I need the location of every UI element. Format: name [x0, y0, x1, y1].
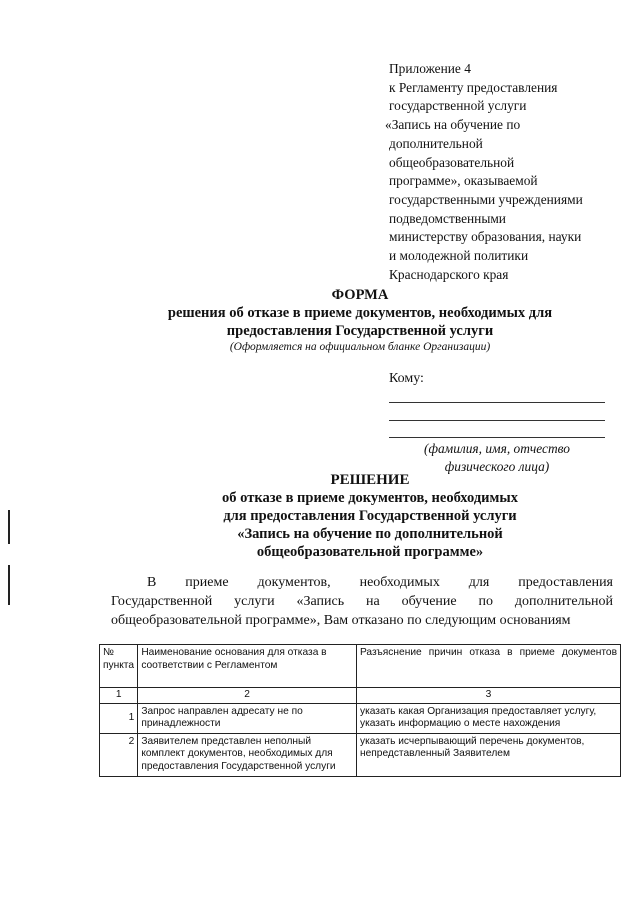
annex-line: общеобразовательной [389, 154, 515, 170]
body-line1: В приеме документов, необходимых для предоставления [147, 575, 613, 590]
row-reason: Заявителем представлен неполный комплект документов, необходимых для предоставления Государственной услуги [138, 733, 357, 776]
recipient-caption-line1: (фамилия, имя, отчество [424, 441, 570, 456]
header-reason: Наименование основания для отказа в соответствии с Регламентом [138, 645, 357, 688]
recipient-line-1 [389, 402, 605, 403]
table-column-numbers-row [100, 688, 621, 704]
decision-header [120, 471, 620, 561]
table-header-row [100, 645, 621, 688]
row-explanation: указать какая Организация предоставляет услугу, указать информацию о месте нахождения [356, 703, 620, 733]
annex-line: подведомственными [389, 210, 506, 226]
annex-line: государственными учреждениями [389, 191, 583, 207]
decision-line1: об отказе в приеме документов, необходимых [222, 490, 518, 506]
annex-line: Краснодарского края [389, 266, 509, 282]
form-header [100, 286, 620, 355]
row-reason: Запрос направлен адресату не по принадлежности [138, 703, 357, 733]
recipient-line-2 [389, 420, 605, 421]
row-explanation: указать исчерпывающий перечень документов, непредставленный Заявителем [356, 733, 620, 776]
annex-line: министерству образования, науки [389, 229, 582, 245]
form-note: (Оформляется на официальном бланке Организации) [229, 341, 491, 353]
header-explanation: Разъяснение причин отказа в приеме документов [356, 645, 620, 688]
body-paragraph [111, 574, 613, 630]
form-subtitle-line2: предоставления Государственной услуги [226, 323, 494, 339]
body-line3: общеобразовательной программе», Вам отказано по следующим основаниям [111, 612, 571, 628]
decision-line2: для предоставления Государственной услуги [223, 508, 517, 524]
recipient-label: Кому: [389, 371, 424, 386]
column-number: 3 [356, 688, 620, 704]
decision-line3: «Запись на обучение по дополнительной [237, 526, 503, 542]
refusal-reasons-table [99, 644, 621, 777]
annex-line: дополнительной [389, 135, 483, 151]
annex-line: программе», оказываемой [389, 173, 538, 189]
annex-block [385, 60, 629, 284]
table-row [100, 733, 621, 776]
scan-mark-bottom [8, 565, 10, 605]
scan-mark-top [8, 510, 10, 544]
column-number: 2 [138, 688, 357, 704]
decision-line4: общеобразовательной программе» [256, 544, 484, 560]
decision-title: РЕШЕНИЕ [330, 472, 410, 488]
annex-line: «Запись на обучение по [385, 117, 521, 133]
recipient-caption-line2: физического лица) [444, 459, 550, 474]
row-num: 2 [100, 733, 138, 776]
annex-line: и молодежной политики [389, 248, 529, 264]
row-num: 1 [100, 703, 138, 733]
header-num: № пункта [100, 645, 138, 688]
form-subtitle-line1: решения об отказе в приеме документов, необходимых для [167, 305, 553, 321]
annex-line: к Регламенту предоставления [389, 79, 558, 95]
column-number: 1 [100, 688, 138, 704]
annex-line: Приложение 4 [389, 61, 471, 76]
annex-line: государственной услуги [389, 98, 527, 114]
body-line2: Государственной услуги «Запись на обучение по дополнительной [111, 593, 613, 609]
recipient-line-3 [389, 437, 605, 438]
form-title: ФОРМА [331, 287, 389, 303]
table-row [100, 703, 621, 733]
